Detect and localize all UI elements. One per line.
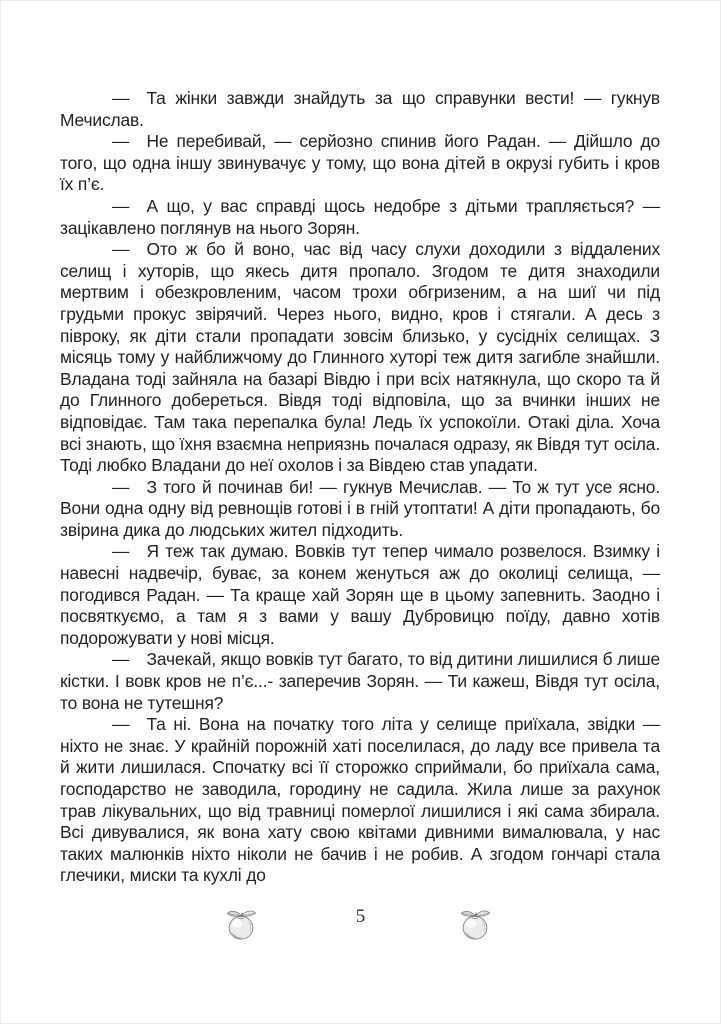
paragraph: — З того й починав би! — гукнув Мечислав. — То ж тут усе ясно. Вони одна одну від ревнощів готові і в гній утоптати! А діти пропадають, бо звірина дика до людських жител підходить. xyxy=(60,476,660,540)
paragraph: — Я теж так думаю. Вовків тут тепер чимало розвелося. Взимку і навесні надвечір, буває, за конем женуться аж до околиці селища, — погодився Радан. — Та краще хай Зорян ще в цьому запевнить. Заодно і посвяткуємо, а там я з вами у вашу Дубровицю поїду, давно хотів подорожувати у нові місця. xyxy=(60,541,660,648)
paragraph: — А що, у вас справді щось недобре з дітьми трапляється? — зацікавлено поглянув на нього Зорян. xyxy=(60,195,660,238)
paragraph: — Ото ж бо й воно, час від часу слухи доходили з віддалених селищ і хуторів, що якесь дитя пропало. Згодом те дитя знаходили мертвим і обезкровленим, часом трохи обгризеним, а на шиї чи під грудьми прокус звірячий. Через нього, видно, кров і стягали. А десь з півроку, як діти стали пропадати зовсім близько, у сусідніх селищах. З місяць тому у найближчому до Глинного хуторі теж дитя загибле знайшли. Владана тоді зайняла на базарі Вівдю і при всіх натякнула, що скоро та й до Глинного добереться. Вівдя тоді відповіла, що за вчинки інших не відповідає. Там така перепалка була! Ледь їх успокоїли. Отакі діла. Хоча всі знають, що їхня взаємна неприязнь почалася одразу, як Вівдя тут осіла. Тоді любко Владани до неї охолов і за Вівдею став упадати. xyxy=(60,239,660,476)
paragraph: — Не перебивай, — серйозно спинив його Радан. — Дійшло до того, що одна іншу звинувачує у тому, що вона дітей в окрузі губить і кров їх п’є. xyxy=(60,131,660,195)
page-footer xyxy=(0,898,721,958)
page-text xyxy=(60,88,660,887)
paragraph: — Та ні. Вона на початку того літа у селище приїхала, звідки — ніхто не знає. У крайній порожній хаті поселилася, до ладу все привела та й жити лишилася. Спочатку всі її сторожко сприймали, бо приїхала сама, господарство не заводила, городину не садила. Жила лише за рахунок трав лікувальних, що від травниці померлої лишилися і які сама збирала. Всі дивувалися, як вона хату свою квітами дивними вималювала, у нас таких малюнків ніхто ніколи не бачив і не робив. А згодом гончарі стала глечики, миски та кухлі до xyxy=(60,714,660,886)
paragraph: — Та жінки завжди знайдуть за що справунки вести! — гукнув Мечислав. xyxy=(60,88,660,130)
page-number: 5 xyxy=(355,906,366,927)
paragraph: — Зачекай, якщо вовків тут багато, то від дитини лишилися б лише кістки. І вовк кров не п’є...- заперечив Зорян. — Ти кажеш, Вівдя тут осіла, то вона не тутешня? xyxy=(60,649,660,713)
apple-icon xyxy=(456,902,494,944)
